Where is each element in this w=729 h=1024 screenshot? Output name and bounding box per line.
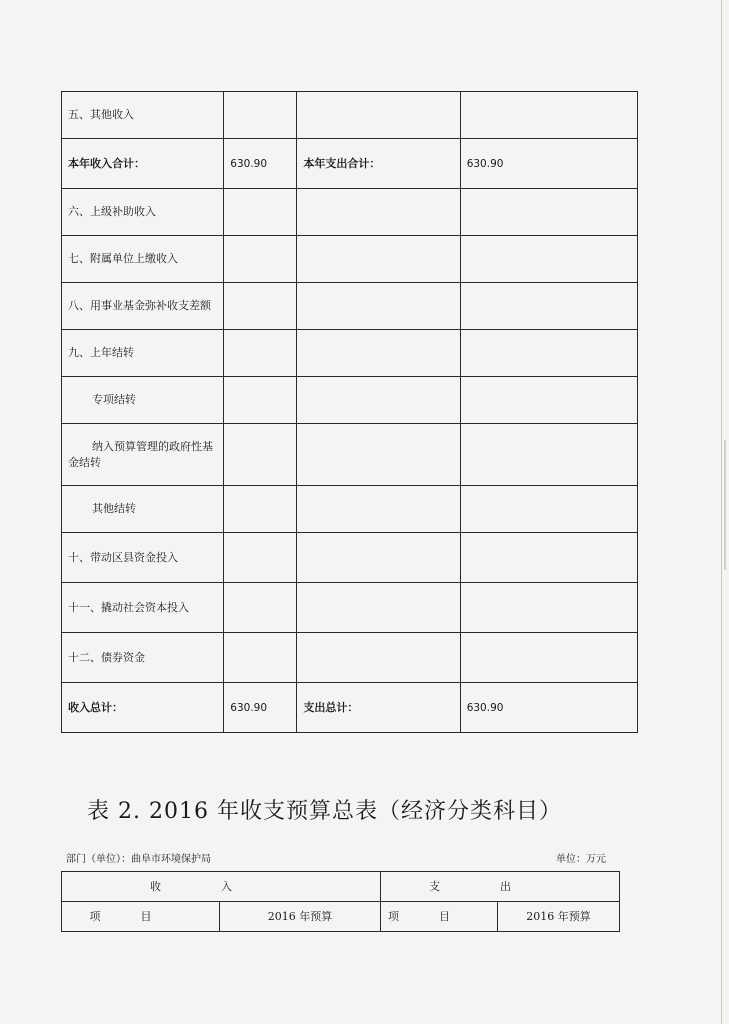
income-value [224,283,297,330]
expenditure-value [460,583,637,633]
expenditure-label [297,283,460,330]
row-label: 五、其他收入 [62,92,224,139]
budget-header: 2016 年预算 [498,902,620,932]
expenditure-value [460,283,637,330]
expenditure-header: 支出 [381,872,620,902]
income-value [224,486,297,533]
income-value: 630.90 [224,139,297,189]
expenditure-value [460,533,637,583]
row-label: 专项结转 [62,377,224,424]
table-row [62,533,638,583]
row-label: 纳入预算管理的政府性基金结转 [62,424,224,486]
income-value [224,633,297,683]
expenditure-label [297,377,460,424]
income-value [224,377,297,424]
row-label: 其他结转 [62,486,224,533]
table-header-row [62,872,620,902]
department-label: 部门（单位）：曲阜市环境保护局 [66,854,211,865]
budget-summary-table [61,91,638,733]
expenditure-value [460,424,637,486]
expenditure-label [297,583,460,633]
expenditure-label [297,92,460,139]
table-row [62,377,638,424]
expenditure-value: 630.90 [460,139,637,189]
income-value [224,189,297,236]
income-value: 630.90 [224,683,297,733]
table-row [62,486,638,533]
item-header: 项目 [62,902,220,932]
row-label: 九、上年结转 [62,330,224,377]
expenditure-value [460,486,637,533]
income-value [224,583,297,633]
table-header-row [62,902,620,932]
economic-classification-header-table [61,871,620,932]
row-label: 十二、债券资金 [62,633,224,683]
expenditure-label: 支出总计： [297,683,460,733]
income-value [224,533,297,583]
row-label: 收入总计： [62,683,224,733]
row-label: 八、用事业基金弥补收支差额 [62,283,224,330]
expenditure-label: 本年支出合计： [297,139,460,189]
table-row [62,424,638,486]
expenditure-value [460,236,637,283]
page-edge-line [721,0,722,1024]
expenditure-value [460,633,637,683]
expenditure-label [297,486,460,533]
table-row [62,189,638,236]
table-row [62,583,638,633]
unit-label: 单位：万元 [556,854,606,865]
row-label: 本年收入合计： [62,139,224,189]
table-row [62,633,638,683]
table-row [62,92,638,139]
section-title: 表 2. 2016 年收支预算总表（经济分类科目） [87,799,562,824]
income-value [224,424,297,486]
expenditure-label [297,330,460,377]
table-row [62,283,638,330]
row-label: 十一、撬动社会资本投入 [62,583,224,633]
table-row [62,330,638,377]
expenditure-label [297,236,460,283]
expenditure-label [297,633,460,683]
expenditure-value [460,189,637,236]
page-edge-mark [724,440,726,570]
income-value [224,236,297,283]
income-value [224,92,297,139]
expenditure-value [460,92,637,139]
table-row [62,139,638,189]
expenditure-value [460,330,637,377]
income-header: 收入 [62,872,381,902]
table-row [62,683,638,733]
budget-header: 2016 年预算 [220,902,381,932]
expenditure-label [297,189,460,236]
expenditure-value: 630.90 [460,683,637,733]
item-header: 项目 [381,902,498,932]
expenditure-value [460,377,637,424]
row-label: 六、上级补助收入 [62,189,224,236]
table-row [62,236,638,283]
income-value [224,330,297,377]
row-label: 七、附属单位上缴收入 [62,236,224,283]
expenditure-label [297,424,460,486]
row-label: 十、带动区县资金投入 [62,533,224,583]
expenditure-label [297,533,460,583]
